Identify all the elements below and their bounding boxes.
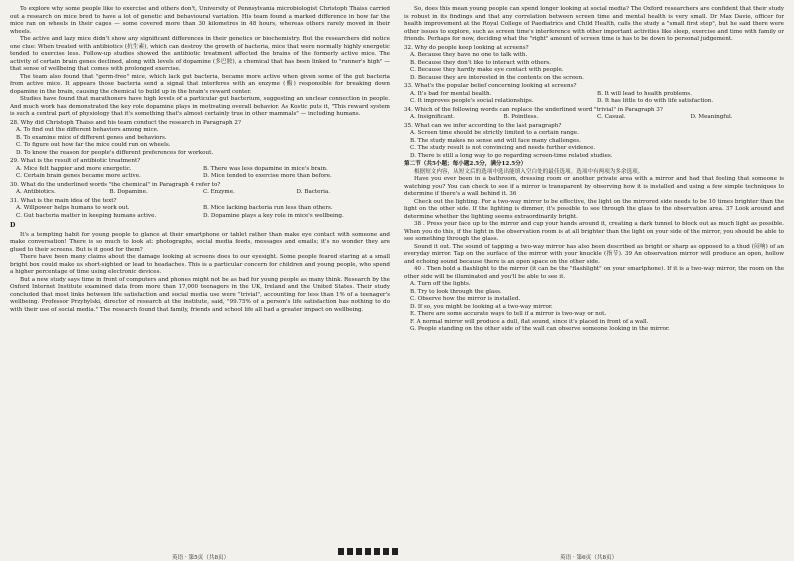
question-stem: 35. What can we infer according to the last paragraph? — [404, 122, 562, 129]
answer-option: B. The study makes no sense and will face many challenges. — [410, 137, 581, 144]
scan-marks — [338, 548, 398, 555]
question-stem: 32. Why do people keep looking at screens? — [404, 44, 529, 51]
answer-option: D. Mice tended to exercise more than before. — [203, 173, 332, 179]
passage-c-paragraph: Studies have found that marathoners have high levels of a particular gut bacterium, suggesting an unclear connection in people. And much work has demonstrated the key role dopamine plays in motivating overall behavior. As Kostic puts it, "This reward system is such a central part of physiology that it's something that's almost certainly true in other mammals" — including humans. — [10, 96, 390, 117]
right-page-number: 英语 · 第6页（共8页） — [560, 555, 618, 561]
passage-d-label: D — [10, 222, 16, 229]
answer-option: C. Because they hardly make eye contact with people. — [410, 67, 564, 73]
question-29 — [10, 158, 390, 181]
question-stem: 34. Which of the following words can replace the underlined word "trivial" in Paragraph 3? — [404, 106, 663, 113]
answer-option: C. Gut bacteria matter in keeping humans active. — [16, 212, 157, 219]
answer-option: G. People standing on the other side of the wall can observe someone looking in the mirror. — [410, 326, 670, 332]
question-34 — [404, 107, 784, 122]
answer-option: D. Meaningful. — [690, 114, 733, 120]
answer-option: D. Because they are interested in the contents on the screen. — [410, 74, 584, 81]
answer-option: B. Dopamine. — [109, 189, 148, 195]
answer-option: A. Antibiotics. — [16, 189, 56, 195]
answer-option: A. Insignificant. — [410, 114, 455, 120]
section-title: 第二节（共5小题；每小题2.5分，满分12.5分） — [404, 161, 527, 167]
answer-option: B. Pointless. — [503, 114, 539, 120]
question-32 — [404, 45, 784, 83]
answer-option: C. Certain brain genes became more active. — [16, 173, 141, 179]
answer-option: B. There was less dopamine in mice's brain. — [203, 165, 328, 172]
question-stem: 31. What is the main idea of the text? — [10, 197, 117, 204]
answer-option: A. Willpower helps humans to work out. — [16, 205, 130, 211]
answer-option: A. Because they have no one to talk with. — [410, 52, 528, 58]
right-page — [404, 6, 784, 334]
answer-option: C. To figure out how far the mice could run on wheels. — [16, 142, 171, 148]
answer-option: C. Casual. — [597, 114, 626, 120]
answer-option: A. Mice felt happier and more energetic. — [16, 165, 132, 172]
answer-option: B. Because they don't like to interact with others. — [410, 59, 551, 66]
answer-option: A. It's bad for mental health. — [410, 90, 492, 97]
options-36-40 — [404, 281, 784, 334]
question-35 — [404, 123, 784, 161]
left-page — [10, 6, 390, 334]
answer-option: B. To examine mice of different genes and behaviors. — [16, 134, 167, 141]
question-30 — [10, 182, 390, 197]
answer-option: A. Turn off the lights. — [410, 281, 471, 287]
answer-option: D. Dopamine plays a key role in mice's wellbeing. — [203, 212, 344, 219]
left-page-number: 英语 · 第5页（共8页） — [172, 555, 230, 561]
passage-e-paragraph: Sound it out. The sound of tapping a two-way mirror has also been described as bright or sharp as opposed to a thud (闷响) of an everyday mirror. Tap on the surface of the mirror with your knuckle (指节). 39 An observation mirror will produce an open, hollow and echoing sound because there is an open space on the other side. — [404, 243, 784, 265]
answer-option: A. Screen time should be strictly limited to a certain range. — [410, 130, 579, 136]
question-28 — [10, 120, 390, 158]
answer-option: F. A normal mirror will produce a dull, flat sound, since it's placed in front of a wall. — [410, 318, 649, 325]
question-stem: 33. What's the popular belief concerning looking at screens? — [404, 83, 577, 89]
passage-c-paragraph: The active and lazy mice didn't show any significant differences in their genetics or biochemistry. But the researchers did notice one clue: When treated with antibiotics (抗生素), which can destroy the growth of bacteria, mice that were normally highly energetic tended to exercise less. Follow-up studies showed the antibiotic treatment affected the brains of the formerly active mice. The activity of certain brain genes declined, along with levels of dopamine (多巴胺), a chemical that has been linked to "runner's high" — that sense of wellbeing that comes with prolonged exercise. — [10, 36, 390, 72]
passage-e-paragraph: Have you ever been in a bathroom, dressing room or another private area with a mirror and had that feeling that someone is watching you? You can check to see if a mirror is transparent by observing how it is installed and using a few simple techniques to determine if there's a wall behind it. 36 — [404, 176, 784, 197]
answer-option: D. If so, you might be looking at a two-way mirror. — [410, 303, 553, 310]
question-stem: 30. What do the underlined words "the chemical" in Paragraph 4 refer to? — [10, 181, 221, 188]
answer-option: C. The study result is not convincing and needs further evidence. — [410, 145, 596, 151]
answer-option: B. It will lead to health problems. — [597, 90, 692, 97]
passage-d-paragraph: It's a tempting habit for young people to glance at their smartphone or tablet rather than make eye contact with someone and make conversation! There is so much to look at: photographs, social media feeds, messages and emails; it's no wonder they are glued to their screens. But is it good for them? — [10, 231, 390, 253]
passage-d-paragraph: So, does this mean young people can spend longer looking at social media? The Oxford researchers are confident that their study is robust in its findings and that any correlation between screen time and mental health is very small. Dr Max Davie, officer for health improvement at the Royal College of Paediatrics and Child Health, calls the study a "small first step", but he said there were other issues to explore, such as screen time's interference with other important activities like sleep, exercise and time with family or friends. Perhaps for now, deciding what the "right" amount of screen time is has to be down to personal judgement. — [404, 6, 784, 42]
answer-option: C. It improves people's social relationships. — [410, 98, 534, 104]
answer-option: D. To know the reason for people's different preferences for workout. — [16, 149, 214, 156]
passage-c-paragraph: To explore why some people like to exercise and others don't, University of Pennsylvania microbiologist Christoph Thaiss carried out a research on mice bred to have a lot of genetic and behavioural variation. His team found a marked difference in how far the mice ran on wheels in their cages — some covered more than 30 kilometres in 48 hours, whereas others rarely moved in their wheels. — [10, 6, 390, 35]
passage-d-paragraph: There have been many claims about the damage looking at screens does to our eyesight. Some people feared staring at a small bright box could make us short-sighted or lead to headaches. This is a particular concern for children and young people, who spend a higher percentage of time using electronic devices. — [10, 254, 390, 275]
answer-option: C. Enzyme. — [203, 189, 235, 195]
question-31 — [10, 198, 390, 221]
passage-e-paragraph: 38 . Press your face up to the mirror and cup your hands around it, creating a dark tunnel to block out as much light as possible. When you do this, if the light in the observation room is at all brighter than the light on your side of the mirror, you should be able to see something through the glass. — [404, 221, 784, 242]
answer-option: D. Bacteria. — [296, 189, 331, 195]
passage-d-paragraph: But a new study says time in front of computers and phones might not be as bad for young people as many think. Research by the Oxford Internet Institute examined data from more than 17,000 teenagers in the UK, Ireland and the United States. Their study concluded that most links between life satisfaction and social media use were "trivial", accounting for less than 1% of a teenager's wellbeing. Professor Przybylski, director of research at the institute, said, "99.75% of a person's life satisfaction has nothing to do with their use of social media." The research found that family, friends and school life all had a greater impact on wellbeing. — [10, 276, 390, 313]
answer-option: E. There are some accurate ways to tell if a mirror is two-way or not. — [410, 311, 607, 317]
answer-option: D. There is still a long way to go regarding screen-time related studies. — [410, 152, 613, 159]
passage-e-paragraph: Check out the lighting. For a two-way mirror to be effective, the light on the mirrored side needs to be 10 times brighter than the light on the other side. If the lighting is dimmer, it's possible to see through the glass to the observation area. 37 Look around and determine whether the lighting seems extraordinarily bright. — [404, 198, 784, 220]
answer-option: B. Try to look through the glass. — [410, 288, 502, 295]
question-33 — [404, 83, 784, 106]
answer-option: A. To find out the different behaviors among mice. — [16, 127, 159, 133]
answer-option: D. It has little to do with life satisfaction. — [597, 98, 714, 104]
passage-e-paragraph: 40 . Then hold a flashlight to the mirror (it can be the "flashlight" on your smartphone). If it is a two-way mirror, the room on the other side will be illuminated and you'll be able to see it. — [404, 266, 784, 280]
answer-option: B. Mice lacking bacteria run less than others. — [203, 205, 333, 211]
question-stem: 29. What is the result of antibiotic treatment? — [10, 158, 141, 164]
answer-option: C. Observe how the mirror is installed. — [410, 296, 521, 302]
question-stem: 28. Why did Christoph Thaiss and his team conduct the research in Paragraph 2? — [10, 119, 241, 126]
section-instructions: 根据短文内容，从短文后的选项中选出能填入空白处的最佳选项。选项中有两项为多余选项。 — [414, 168, 644, 175]
passage-c-paragraph: The team also found that "germ-free" mice, which lack gut bacteria, became more active when given some of the gut bacteria from active mice. It appears those bacteria send a signal that interferes with an enzyme (酶) responsible for breaking down dopamine in the brain, causing the chemical to build up in the brain's reward center. — [10, 73, 390, 95]
